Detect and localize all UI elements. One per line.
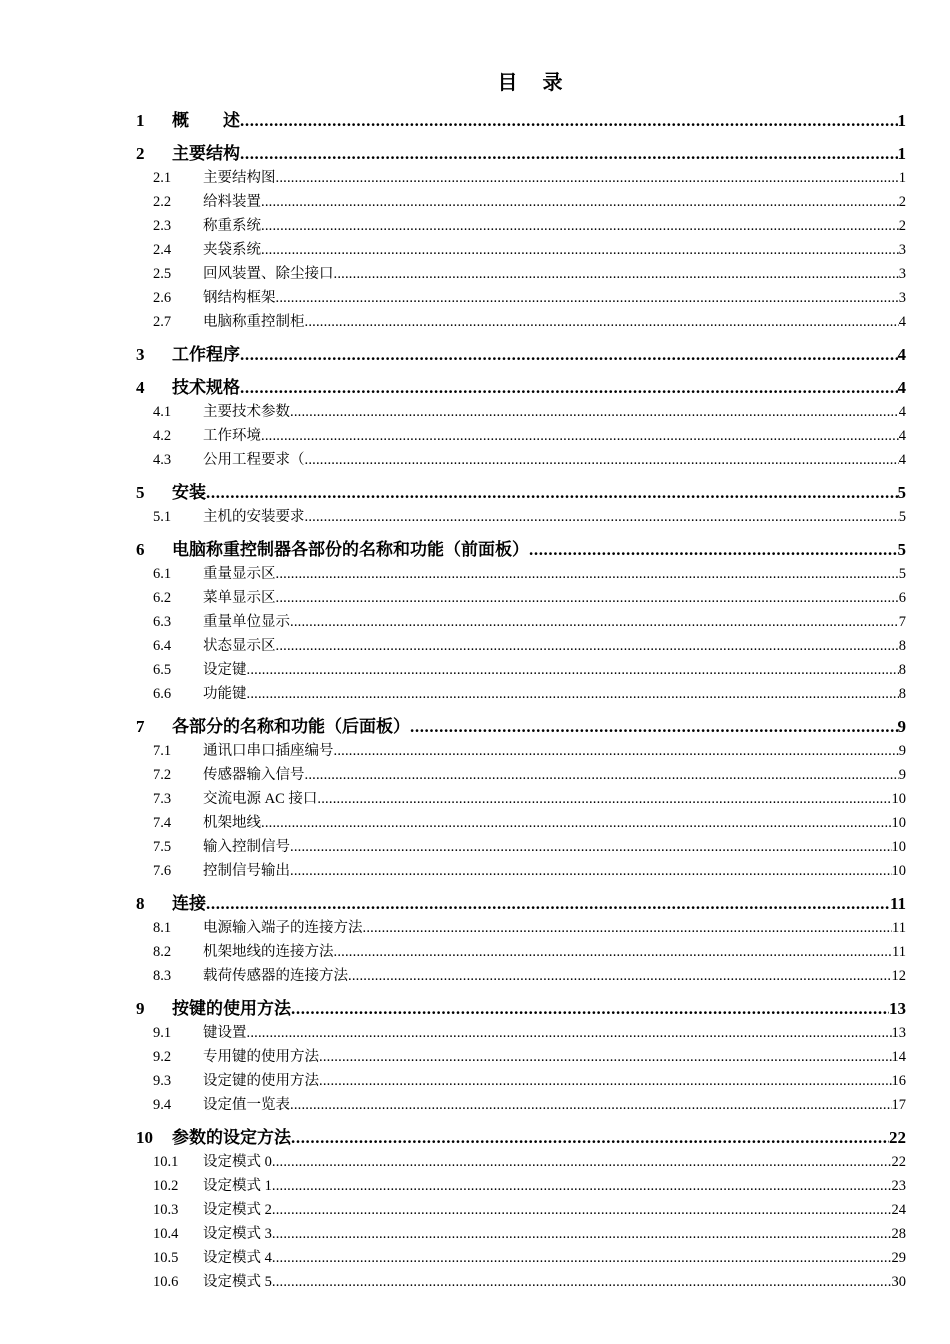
toc-section-entry[interactable] bbox=[136, 859, 906, 883]
toc-entry-number: 8.3 bbox=[153, 968, 172, 984]
toc-section-entry[interactable] bbox=[136, 658, 906, 682]
toc-dot-leader bbox=[363, 916, 893, 940]
toc-dot-leader bbox=[290, 400, 899, 424]
toc-entry-number: 2.5 bbox=[153, 266, 172, 282]
toc-page-number: 5 bbox=[898, 566, 906, 582]
toc-page-number: 1 bbox=[897, 144, 906, 163]
toc-page-number: 9 bbox=[898, 767, 906, 783]
toc-section-entry[interactable] bbox=[136, 940, 906, 964]
toc-entry-number: 6.1 bbox=[153, 566, 172, 582]
toc-entry-number: 6.3 bbox=[153, 614, 172, 630]
toc-section-entry[interactable] bbox=[136, 1270, 906, 1294]
toc-page-number: 3 bbox=[898, 242, 906, 258]
toc-chapter-entry[interactable] bbox=[136, 715, 906, 739]
toc-page-number: 13 bbox=[891, 1025, 906, 1041]
toc-entry-number: 7.2 bbox=[153, 767, 172, 783]
toc-dot-leader bbox=[290, 1093, 892, 1117]
table-of-contents bbox=[136, 100, 906, 1294]
toc-entry-number: 7.3 bbox=[153, 791, 172, 807]
toc-entry-label: 载荷传感器的连接方法 bbox=[203, 968, 348, 984]
toc-entry-number: 4 bbox=[136, 378, 145, 397]
toc-dot-leader bbox=[319, 1069, 892, 1093]
toc-title: 目 录 bbox=[497, 72, 573, 94]
toc-dot-leader bbox=[317, 787, 891, 811]
toc-entry-number: 10.4 bbox=[153, 1226, 179, 1242]
toc-entry-number: 8.1 bbox=[153, 920, 172, 936]
toc-page-number: 2 bbox=[898, 218, 906, 234]
toc-page-number: 22 bbox=[891, 1154, 906, 1170]
toc-chapter-entry[interactable] bbox=[136, 538, 906, 562]
toc-dot-leader bbox=[240, 142, 898, 166]
toc-section-entry[interactable] bbox=[136, 238, 906, 262]
toc-dot-leader bbox=[261, 424, 899, 448]
toc-entry-number: 2.2 bbox=[153, 194, 172, 210]
toc-page-number: 11 bbox=[892, 920, 906, 936]
toc-dot-leader bbox=[276, 634, 899, 658]
toc-dot-leader bbox=[272, 1270, 892, 1294]
toc-entry-label: 工作环境 bbox=[203, 428, 261, 444]
toc-entry-label: 状态显示区 bbox=[203, 638, 276, 654]
toc-entry-label: 电脑称重控制柜 bbox=[203, 314, 305, 330]
toc-entry-number: 4.1 bbox=[153, 404, 172, 420]
toc-entry-label: 回风装置、除尘接口 bbox=[203, 266, 334, 282]
toc-entry-label: 给料装置 bbox=[203, 194, 261, 210]
toc-page-number: 3 bbox=[898, 266, 906, 282]
toc-page-number: 24 bbox=[891, 1202, 906, 1218]
toc-dot-leader bbox=[261, 811, 892, 835]
toc-entry-label: 功能键 bbox=[203, 686, 247, 702]
toc-dot-leader bbox=[319, 1045, 892, 1069]
toc-page-number: 29 bbox=[891, 1250, 906, 1266]
toc-entry-label: 机架地线的连接方法 bbox=[203, 944, 334, 960]
toc-entry-number: 2 bbox=[136, 144, 145, 163]
toc-entry-number: 1 bbox=[136, 111, 145, 130]
toc-entry-label: 主机的安装要求 bbox=[203, 509, 305, 525]
toc-page-number: 23 bbox=[891, 1178, 906, 1194]
toc-entry-label: 机架地线 bbox=[203, 815, 261, 831]
toc-page-number: 5 bbox=[897, 540, 906, 559]
toc-section-entry[interactable] bbox=[136, 763, 906, 787]
toc-section-entry[interactable] bbox=[136, 562, 906, 586]
toc-dot-leader bbox=[276, 166, 899, 190]
toc-page-number: 28 bbox=[891, 1226, 906, 1242]
toc-section-entry[interactable] bbox=[136, 682, 906, 706]
toc-dot-leader bbox=[272, 1222, 892, 1246]
toc-page-number: 4 bbox=[897, 378, 906, 397]
toc-section-entry[interactable] bbox=[136, 1150, 906, 1174]
toc-dot-leader bbox=[272, 1150, 892, 1174]
toc-chapter-entry[interactable] bbox=[136, 376, 906, 400]
toc-entry-number: 10.5 bbox=[153, 1250, 179, 1266]
toc-dot-leader bbox=[261, 214, 899, 238]
toc-page-number: 5 bbox=[898, 509, 906, 525]
toc-chapter-entry[interactable] bbox=[136, 142, 906, 166]
toc-entry-number: 6.2 bbox=[153, 590, 172, 606]
toc-dot-leader bbox=[276, 286, 899, 310]
toc-page-number: 11 bbox=[889, 894, 906, 913]
toc-dot-leader bbox=[276, 562, 899, 586]
toc-entry-number: 2.4 bbox=[153, 242, 172, 258]
toc-entry-number: 4.2 bbox=[153, 428, 172, 444]
toc-entry-number: 7.6 bbox=[153, 863, 172, 879]
toc-entry-number: 6.5 bbox=[153, 662, 172, 678]
toc-entry-label: 输入控制信号 bbox=[203, 839, 290, 855]
toc-section-entry[interactable] bbox=[136, 1069, 906, 1093]
toc-entry-label: 设定模式 0 bbox=[203, 1154, 272, 1170]
toc-section-entry[interactable] bbox=[136, 190, 906, 214]
toc-entry-label: 电脑称重控制器各部份的名称和功能（前面板） bbox=[172, 540, 529, 559]
toc-entry-label: 参数的设定方法 bbox=[172, 1128, 291, 1147]
toc-section-entry[interactable] bbox=[136, 310, 906, 334]
toc-section-entry[interactable] bbox=[136, 1198, 906, 1222]
toc-entry-number: 6 bbox=[136, 540, 145, 559]
toc-dot-leader bbox=[261, 190, 899, 214]
toc-entry-number: 2.6 bbox=[153, 290, 172, 306]
toc-entry-label: 概 述 bbox=[172, 111, 240, 130]
toc-entry-label: 按键的使用方法 bbox=[172, 999, 291, 1018]
toc-entry-number: 8 bbox=[136, 894, 145, 913]
toc-dot-leader bbox=[261, 238, 899, 262]
toc-entry-label: 连接 bbox=[172, 894, 206, 913]
toc-section-entry[interactable] bbox=[136, 1222, 906, 1246]
toc-page-number: 9 bbox=[897, 717, 906, 736]
toc-dot-leader bbox=[305, 763, 899, 787]
toc-dot-leader bbox=[276, 586, 899, 610]
toc-entry-number: 2.3 bbox=[153, 218, 172, 234]
toc-entry-label: 钢结构框架 bbox=[203, 290, 276, 306]
toc-entry-number: 9.4 bbox=[153, 1097, 172, 1113]
toc-page-number: 13 bbox=[889, 999, 906, 1018]
toc-dot-leader bbox=[240, 343, 898, 367]
toc-page-number: 4 bbox=[897, 345, 906, 364]
toc-dot-leader bbox=[334, 940, 893, 964]
toc-section-entry[interactable] bbox=[136, 634, 906, 658]
toc-entry-number: 10.1 bbox=[153, 1154, 179, 1170]
toc-section-entry[interactable] bbox=[136, 1021, 906, 1045]
toc-entry-number: 7.4 bbox=[153, 815, 172, 831]
toc-dot-leader bbox=[334, 739, 899, 763]
toc-entry-label: 主要结构 bbox=[172, 144, 240, 163]
toc-section-entry[interactable] bbox=[136, 1246, 906, 1270]
toc-section-entry[interactable] bbox=[136, 811, 906, 835]
toc-section-entry[interactable] bbox=[136, 262, 906, 286]
toc-entry-number: 6.4 bbox=[153, 638, 172, 654]
toc-dot-leader bbox=[305, 310, 899, 334]
toc-page-number: 10 bbox=[891, 815, 906, 831]
toc-dot-leader bbox=[240, 376, 898, 400]
toc-entry-number: 6.6 bbox=[153, 686, 172, 702]
toc-chapter-entry[interactable] bbox=[136, 997, 906, 1021]
toc-dot-leader bbox=[290, 835, 892, 859]
toc-section-entry[interactable] bbox=[136, 286, 906, 310]
toc-section-entry[interactable] bbox=[136, 610, 906, 634]
toc-entry-number: 9.2 bbox=[153, 1049, 172, 1065]
toc-entry-label: 设定模式 3 bbox=[203, 1226, 272, 1242]
toc-section-entry[interactable] bbox=[136, 964, 906, 988]
toc-page-number: 1 bbox=[898, 170, 906, 186]
toc-entry-label: 主要技术参数 bbox=[203, 404, 290, 420]
toc-page-number: 22 bbox=[889, 1128, 906, 1147]
toc-entry-number: 10.2 bbox=[153, 1178, 179, 1194]
toc-page-number: 14 bbox=[891, 1049, 906, 1065]
toc-entry-number: 2.1 bbox=[153, 170, 172, 186]
toc-page-number: 17 bbox=[891, 1097, 906, 1113]
toc-section-entry[interactable] bbox=[136, 214, 906, 238]
toc-section-entry[interactable] bbox=[136, 739, 906, 763]
toc-section-entry[interactable] bbox=[136, 448, 906, 472]
toc-dot-leader bbox=[305, 448, 899, 472]
toc-page-number: 4 bbox=[898, 452, 906, 468]
toc-section-entry[interactable] bbox=[136, 835, 906, 859]
toc-dot-leader bbox=[272, 1246, 892, 1270]
toc-chapter-entry[interactable] bbox=[136, 1126, 906, 1150]
toc-chapter-entry[interactable] bbox=[136, 343, 906, 367]
toc-section-entry[interactable] bbox=[136, 505, 906, 529]
toc-entry-label: 主要结构图 bbox=[203, 170, 276, 186]
toc-section-entry[interactable] bbox=[136, 166, 906, 190]
toc-page-number: 5 bbox=[897, 483, 906, 502]
toc-page-number: 4 bbox=[898, 428, 906, 444]
toc-entry-label: 设定键 bbox=[203, 662, 247, 678]
toc-dot-leader bbox=[290, 859, 892, 883]
toc-entry-label: 重量显示区 bbox=[203, 566, 276, 582]
toc-entry-label: 公用工程要求（ bbox=[203, 452, 305, 468]
toc-chapter-entry[interactable] bbox=[136, 109, 906, 133]
toc-entry-label: 夹袋系统 bbox=[203, 242, 261, 258]
toc-dot-leader bbox=[290, 610, 899, 634]
toc-section-entry[interactable] bbox=[136, 1174, 906, 1198]
toc-page-number: 30 bbox=[891, 1274, 906, 1290]
toc-entry-number: 10 bbox=[136, 1128, 153, 1147]
toc-page-number: 10 bbox=[891, 791, 906, 807]
toc-chapter-entry[interactable] bbox=[136, 892, 906, 916]
toc-dot-leader bbox=[529, 538, 898, 562]
toc-entry-label: 电源输入端子的连接方法 bbox=[203, 920, 363, 936]
toc-entry-label: 通讯口串口插座编号 bbox=[203, 743, 334, 759]
toc-entry-number: 10.6 bbox=[153, 1274, 179, 1290]
toc-section-entry[interactable] bbox=[136, 787, 906, 811]
toc-dot-leader bbox=[240, 109, 898, 133]
toc-dot-leader bbox=[348, 964, 892, 988]
toc-dot-leader bbox=[334, 262, 899, 286]
toc-entry-label: 设定模式 5 bbox=[203, 1274, 272, 1290]
toc-page-number: 10 bbox=[891, 839, 906, 855]
toc-dot-leader bbox=[305, 505, 899, 529]
toc-entry-number: 7.1 bbox=[153, 743, 172, 759]
toc-page-number: 11 bbox=[892, 944, 906, 960]
toc-entry-label: 设定模式 1 bbox=[203, 1178, 272, 1194]
toc-entry-label: 重量单位显示 bbox=[203, 614, 290, 630]
toc-page-number: 8 bbox=[898, 686, 906, 702]
toc-entry-number: 3 bbox=[136, 345, 145, 364]
toc-entry-label: 菜单显示区 bbox=[203, 590, 276, 606]
toc-page-number: 16 bbox=[891, 1073, 906, 1089]
toc-section-entry[interactable] bbox=[136, 1045, 906, 1069]
toc-chapter-entry[interactable] bbox=[136, 481, 906, 505]
toc-dot-leader bbox=[206, 892, 890, 916]
toc-page-number: 8 bbox=[898, 638, 906, 654]
toc-page-number: 1 bbox=[897, 111, 906, 130]
toc-dot-leader bbox=[272, 1198, 892, 1222]
toc-page-number: 4 bbox=[898, 314, 906, 330]
toc-page-number: 4 bbox=[898, 404, 906, 420]
toc-page-number: 2 bbox=[898, 194, 906, 210]
toc-section-entry[interactable] bbox=[136, 916, 906, 940]
toc-entry-label: 专用键的使用方法 bbox=[203, 1049, 319, 1065]
toc-entry-label: 工作程序 bbox=[172, 345, 240, 364]
toc-entry-label: 键设置 bbox=[203, 1025, 247, 1041]
toc-entry-number: 2.7 bbox=[153, 314, 172, 330]
toc-entry-number: 7.5 bbox=[153, 839, 172, 855]
toc-dot-leader bbox=[272, 1174, 892, 1198]
toc-dot-leader bbox=[247, 1021, 892, 1045]
toc-dot-leader bbox=[206, 481, 898, 505]
toc-entry-label: 传感器输入信号 bbox=[203, 767, 305, 783]
toc-page-number: 12 bbox=[891, 968, 906, 984]
toc-section-entry[interactable] bbox=[136, 586, 906, 610]
toc-dot-leader bbox=[291, 1126, 889, 1150]
toc-entry-number: 4.3 bbox=[153, 452, 172, 468]
toc-page-number: 10 bbox=[891, 863, 906, 879]
toc-entry-label: 安装 bbox=[172, 483, 206, 502]
toc-entry-label: 称重系统 bbox=[203, 218, 261, 234]
toc-entry-number: 7 bbox=[136, 717, 145, 736]
toc-page-number: 9 bbox=[898, 743, 906, 759]
toc-dot-leader bbox=[410, 715, 898, 739]
toc-entry-number: 8.2 bbox=[153, 944, 172, 960]
toc-entry-number: 9 bbox=[136, 999, 145, 1018]
toc-entry-number: 10.3 bbox=[153, 1202, 179, 1218]
toc-entry-label: 设定模式 2 bbox=[203, 1202, 272, 1218]
toc-entry-label: 控制信号输出 bbox=[203, 863, 290, 879]
toc-section-entry[interactable] bbox=[136, 400, 906, 424]
toc-page-number: 7 bbox=[898, 614, 906, 630]
toc-dot-leader bbox=[247, 658, 899, 682]
toc-section-entry[interactable] bbox=[136, 1093, 906, 1117]
toc-dot-leader bbox=[291, 997, 889, 1021]
toc-entry-label: 设定值一览表 bbox=[203, 1097, 290, 1113]
toc-entry-number: 9.3 bbox=[153, 1073, 172, 1089]
toc-page-number: 8 bbox=[898, 662, 906, 678]
toc-entry-number: 9.1 bbox=[153, 1025, 172, 1041]
toc-entry-label: 交流电源 AC 接口 bbox=[203, 791, 318, 807]
toc-page-number: 6 bbox=[898, 590, 906, 606]
toc-entry-label: 设定模式 4 bbox=[203, 1250, 272, 1266]
toc-page-number: 3 bbox=[898, 290, 906, 306]
toc-entry-number: 5.1 bbox=[153, 509, 172, 525]
toc-entry-label: 各部分的名称和功能（后面板） bbox=[172, 717, 410, 736]
toc-dot-leader bbox=[247, 682, 899, 706]
toc-entry-label: 技术规格 bbox=[172, 378, 240, 397]
toc-section-entry[interactable] bbox=[136, 424, 906, 448]
toc-entry-label: 设定键的使用方法 bbox=[203, 1073, 319, 1089]
toc-entry-number: 5 bbox=[136, 483, 145, 502]
